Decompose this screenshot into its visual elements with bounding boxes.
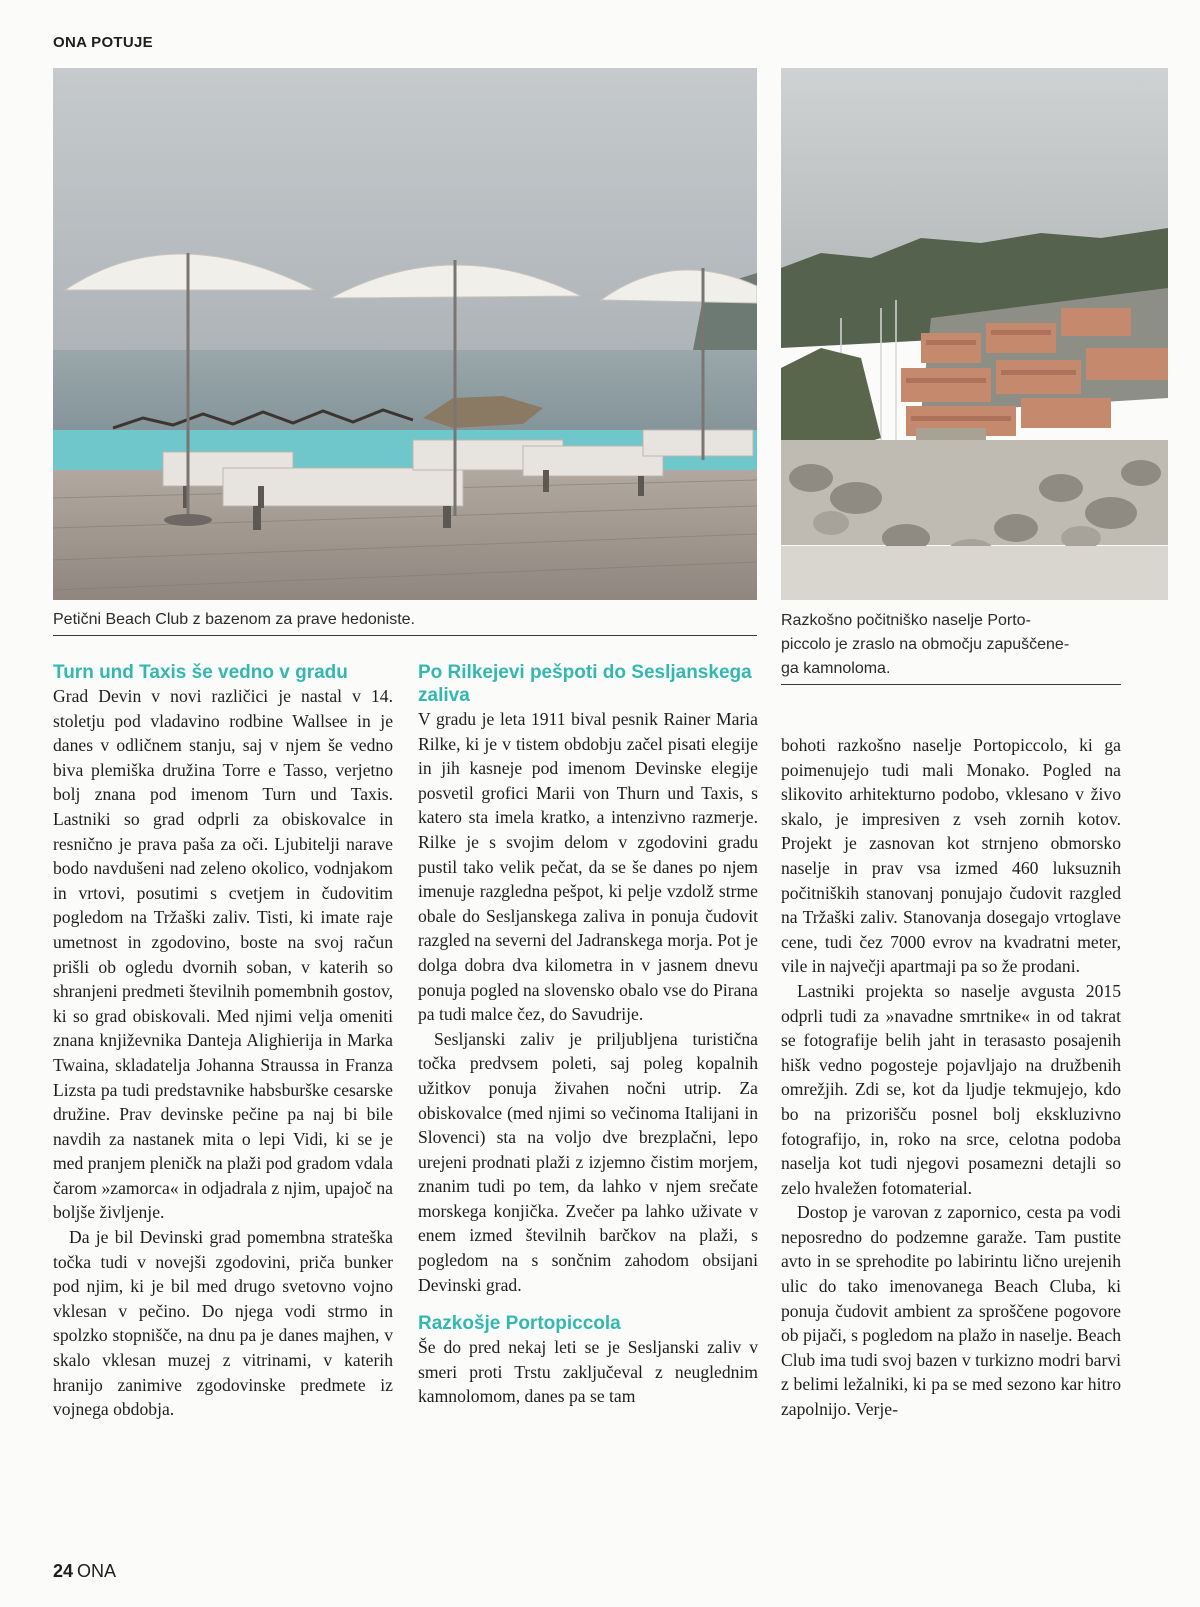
article-column-1 [53, 661, 393, 1422]
col3-paragraph-3: Dostop je varovan z zapornico, cesta pa vodi neposredno do podzemne garaže. Tam pustite avto in se sprehodite po labirintu lično urejenih ulic do tako imenovanega Beach Cluba, ki ponuja čudovit ambient za sproščene pogovore ob pijači, s pogledom na plažo in naselje. Beach Club ima tudi svoj bazen v turkizno modri barvi z belimi ležalniki, ki pa se med sezono kar hitro zapolnijo. Verje- [781, 1202, 1121, 1420]
col3-paragraph-1: bohoti razkošno naselje Portopiccolo, ki ga poimenujejo tudi mali Monako. Pogled na slikovito arhitekturno podobo, vklesano v živo skalo, je impresiven z vseh zornih kotov. Projekt je zasnovan kot strnjeno obmorsko naselje in prav vsa izmed 460 luksuznih počitniških stanovanj ponujajo čudovit razgled na Tržaški zaliv. Stanovanja dosegajo vrtoglave cene, tudi čez 7000 evrov na kvadratni meter, vile in največji apartmaji pa so že prodani. [781, 735, 1121, 977]
article-column-2 [418, 661, 758, 1409]
magazine-name: ONA [77, 1561, 117, 1581]
col2-paragraph-3: Še do pred nekaj leti se je Sesljanski zaliv v smeri proti Trstu zaključeval z neuglednim kamnolomom, danes pa se tam [418, 1337, 758, 1407]
portopiccolo-caption-line-2: piccolo je zraslo na območju zapuščene- [781, 636, 1070, 653]
beach-club-photo [53, 68, 757, 600]
heading-turn-und-taxis: Turn und Taxis še vedno v gradu [53, 662, 348, 683]
caption-rule-left [53, 635, 757, 636]
portopiccolo-photo [781, 68, 1168, 600]
caption-rule-right [781, 684, 1121, 685]
col2-paragraph-2: Sesljanski zaliv je priljubljena turistična točka predvsem poleti, saj poleg kopalnih užitkov ponuja živahen nočni utrip. Za obiskovalce (med njimi so večinoma Italijani in Slovenci) sta na voljo dve brezplačni, lepo urejeni prodnati plaži z izjemno čistim morjem, znanim tudi po tem, da lahko v njem srečate morskega konjička. Zvečer pa lahko uživate v enem izmed številnih barčkov na plaži, s pogledom na s sončnim zahodom obsijani Devinski grad. [418, 1028, 758, 1295]
section-label: ONA POTUJE [53, 34, 153, 51]
page-folio [53, 1561, 116, 1582]
col2-paragraph-1: V gradu je leta 1911 bival pesnik Rainer Maria Rilke, ki je v tistem obdobju začel pisati elegije in jih kasneje pod imenom Devinske elegije posvetil grofici Marii von Thurn und Taxis, s katero sta imela kratko, a intenzivno razmerje. Rilke je s svojim delom v zgodovini gradu pustil tako velik pečat, da se še danes po njem imenuje razgledna pešpot, ki pelje vzdolž strme obale do Sesljanskega zaliva in ponuja čudovit razgled na severni del Jadranskega morja. Pot je dolga dobra dva kilometra in v jasnem dnevu ponuja pogled na slovensko obalo vse do Pirana pa tudi malce čez, do Savudrije. [418, 709, 758, 1025]
heading-rilke-trail: Po Rilkejevi pešpoti do Sesljanskega zaliva [418, 662, 752, 706]
portopiccolo-caption-line-1: Razkošno počitniško naselje Porto- [781, 612, 1031, 629]
beach-club-caption: Petični Beach Club z bazenom za prave hedoniste. [53, 611, 415, 628]
page-number: 24 [53, 1561, 74, 1581]
portopiccolo-caption-line-3: ga kamnoloma. [781, 660, 891, 677]
article-column-3 [781, 733, 1121, 1422]
col1-paragraph-2: Da je bil Devinski grad pomembna strateška točka tudi v novejši zgodovini, priča bunker pod njim, ki je bil med drugo svetovno vojno vklesan v pečino. Do njega vodi strmo in spolzko stopnišče, na dnu pa je danes majhen, v skalo vklesan muzej z vitrinami, v katerih hranijo zanimive zgodovinske predmete iz vojnega obdobja. [53, 1227, 393, 1420]
portopiccolo-caption [781, 609, 1168, 681]
heading-portopiccolo: Razkošje Portopiccola [418, 1313, 621, 1335]
col1-paragraph-1: Grad Devin v novi različici je nastal v 14. stoletju pod vladavino rodbine Wallsee in je danes v odličnem stanju, saj v njem še vedno biva plemiška družina Torre e Tasso, verjetno bolj znana pod imenom Turn und Taxis. Lastniki so grad odprli za obiskovalce in resnično je prava paša za oči. Ljubitelji narave bodo navdušeni nad zeleno okolico, vodnjakom in vrtovi, posutimi s cvetjem in čudovitim pogledom na Tržaški zaliv. Tisti, ki imate raje umetnost in zgodovino, boste na svoj račun prišli ob ogledu dvornih soban, v katerih so shranjeni predmeti številnih pomembnih gostov, ki so grad obiskovali. Med njimi velja omeniti znana književnika Danteja Alighierija in Marka Twaina, skladatelja Johanna Straussa in Franza Lizsta pa tudi predstavnike habsburške cesarske družine. Prav devinske pečine pa naj bi bile navdih za nastanek mita o lepi Vidi, ki se je med pranjem pleničk na plaži pod gradom vdala čarom »zamorca« in odjadrala z njim, upajoč na boljše življenje. [53, 686, 393, 1223]
col3-paragraph-2: Lastniki projekta so naselje avgusta 2015 odprli tudi za »navadne smrtnike« in od takrat se fotografije belih jaht in terasasto posajenih hišk vedno pogosteje pojavljajo na družbenih omrežjih. Zdi se, kot da ljudje tekmujejo, kdo bo na prizorišču posnel bolj ekskluzivno fotografijo, in, roko na srce, celotna podoba naselja kot tudi njegovi posamezni detajli so zelo hvaležen fotomaterial. [781, 980, 1121, 1198]
